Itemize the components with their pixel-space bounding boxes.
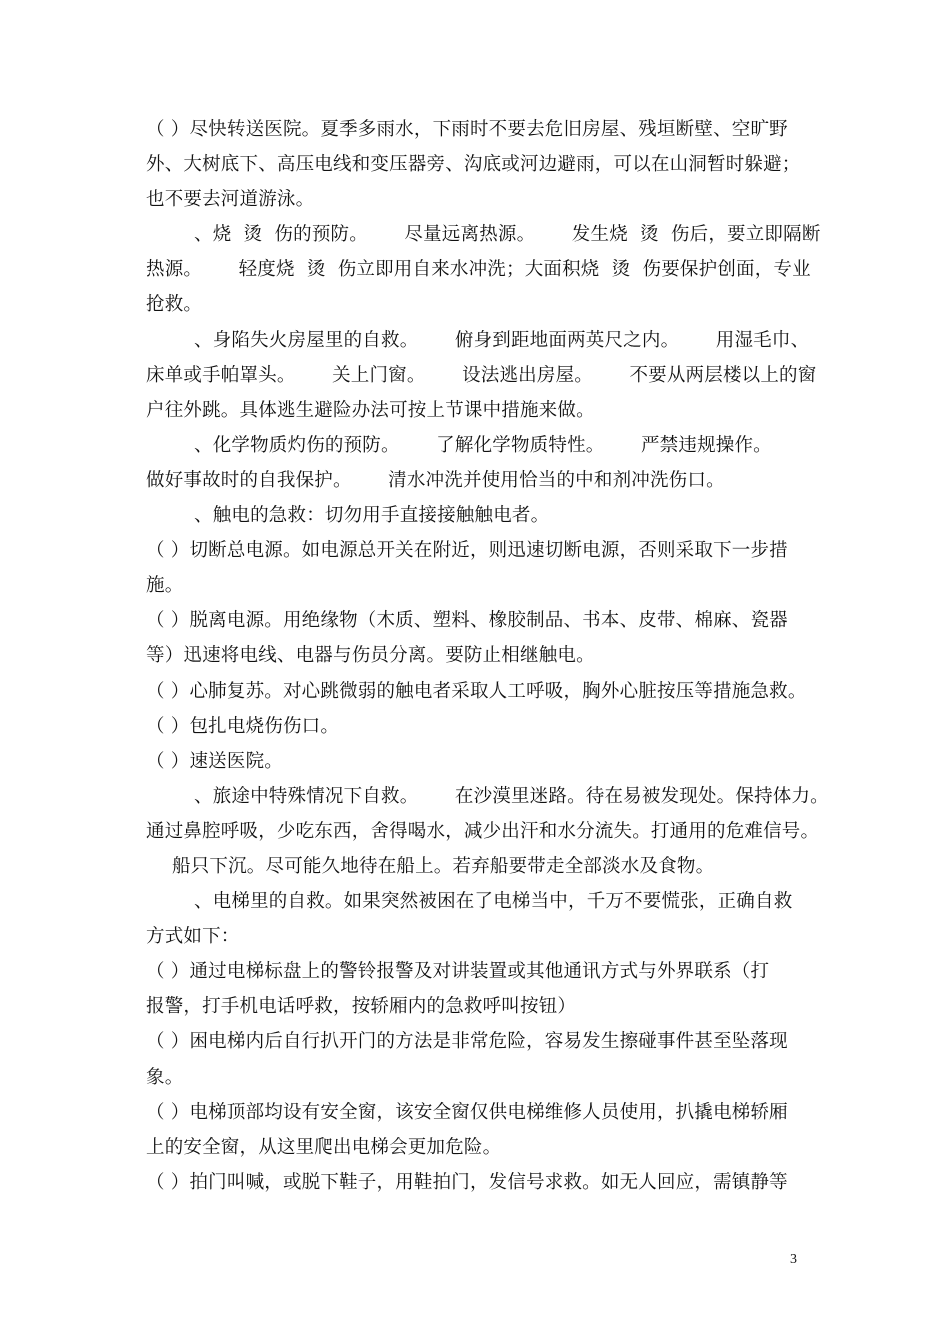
text-line: 、身陷失火房屋里的自救。 俯身到距地面两英尺之内。 用湿毛巾、	[194, 329, 810, 351]
text-line: 床单或手帕罩头。 关上门窗。 设法逃出房屋。 不要从两层楼以上的窗	[146, 364, 817, 386]
text-line: （ ）脱离电源。用绝缘物（木质、塑料、橡胶制品、书本、皮带、棉麻、瓷器	[146, 610, 788, 632]
text-line: 、旅途中特殊情况下自救。 在沙漠里迷路。待在易被发现处。保持体力。	[194, 785, 829, 807]
text-line: （ ）速送医院。	[146, 750, 283, 772]
text-line: （ ）包扎电烧伤伤口。	[146, 715, 340, 737]
text-line: 上的安全窗，从这里爬出电梯会更加危险。	[146, 1136, 502, 1158]
text-line: 户往外跳。具体逃生避险办法可按上节课中措施来做。	[146, 399, 595, 421]
text-line: 、触电的急救：切勿用手直接接触触电者。	[194, 505, 550, 527]
text-line: 也不要去河道游泳。	[146, 189, 315, 211]
text-line: 方式如下：	[146, 926, 240, 948]
text-line: 象。	[146, 1066, 184, 1088]
text-line: 热源。 轻度烧 烫 伤立即用自来水冲洗；大面积烧 烫 伤要保护创面，专业	[146, 259, 811, 281]
text-line: 、电梯里的自救。如果突然被困在了电梯当中，千万不要慌张，正确自救	[194, 891, 793, 913]
document-body	[146, 112, 829, 1200]
text-line: （ ）心肺复苏。对心跳微弱的触电者采取人工呼吸，胸外心脏按压等措施急救。	[146, 680, 807, 702]
text-line: 抢救。	[146, 294, 203, 316]
text-line: （ ）尽快转送医院。夏季多雨水，下雨时不要去危旧房屋、残垣断壁、空旷野	[146, 119, 788, 140]
text-line: 、烧 烫 伤的预防。 尽量远离热源。 发生烧 烫 伤后，要立即隔断	[194, 224, 821, 246]
text-line: 做好事故时的自我保护。 清水冲洗并使用恰当的中和剂冲洗伤口。	[146, 469, 725, 491]
text-line: 等）迅速将电线、电器与伤员分离。要防止相继触电。	[146, 645, 595, 667]
text-line: （ ）切断总电源。如电源总开关在附近，则迅速切断电源，否则采取下一步措	[146, 540, 788, 562]
text-line: 、化学物质灼伤的预防。 了解化学物质特性。 严禁违规操作。	[194, 434, 772, 456]
text-line: 船只下沉。尽可能久地待在船上。若弃船要带走全部淡水及食物。	[172, 855, 715, 877]
text-line: （ ）拍门叫喊，或脱下鞋子，用鞋拍门，发信号求救。如无人回应，需镇静等	[146, 1171, 788, 1193]
text-line: 通过鼻腔呼吸，少吃东西，舍得喝水，减少出汗和水分流失。打通用的危难信号。	[146, 820, 820, 842]
page-number: 3	[790, 1252, 797, 1267]
text-line: （ ）电梯顶部均设有安全窗，该安全窗仅供电梯维修人员使用，扒撬电梯轿厢	[146, 1101, 788, 1123]
text-line: （ ）困电梯内后自行扒开门的方法是非常危险，容易发生擦碰事件甚至坠落现	[146, 1031, 788, 1053]
text-line: （ ）通过电梯标盘上的警铃报警及对讲装置或其他通讯方式与外界联系（打	[146, 961, 770, 983]
text-line: 外、大树底下、高压电线和变压器旁、沟底或河边避雨，可以在山洞暂时躲避；	[146, 154, 801, 176]
text-line: 报警，打手机电话呼救，按轿厢内的急救呼叫按钮）	[146, 996, 577, 1018]
text-line: 施。	[146, 575, 184, 597]
